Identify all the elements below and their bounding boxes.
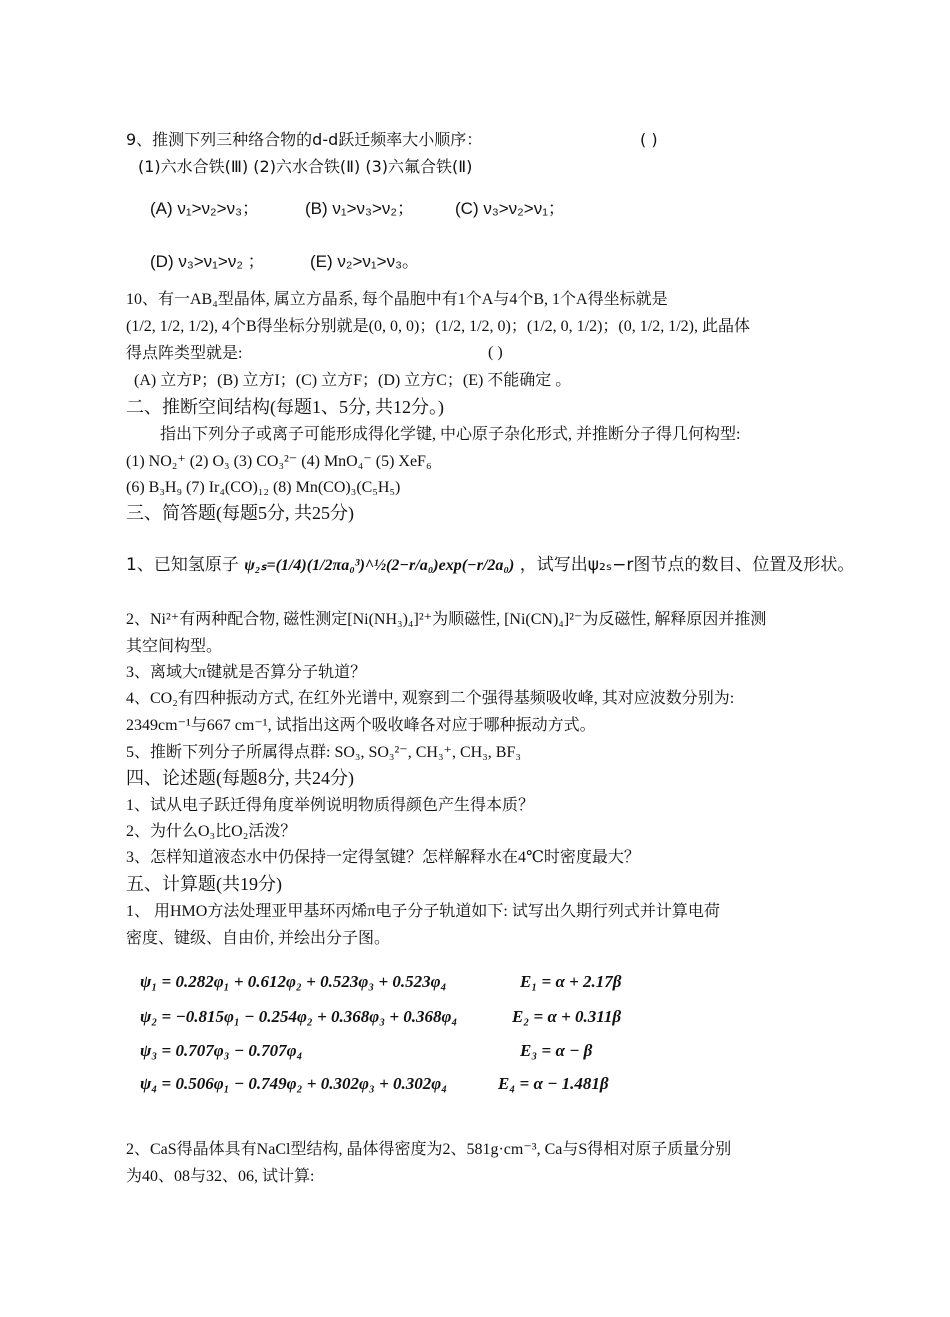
section-5-heading: 五、计算题(共19分): [126, 874, 282, 894]
section-2-items-1: (1) NO₂⁺ (2) O₃ (3) CO₃²⁻ (4) MnO₄⁻ (5) XeF₆: [126, 453, 432, 470]
section-3-heading: 三、简答题(每题5分, 共25分): [126, 503, 354, 523]
q9-option-d: (D) ν₃>ν₁>ν₂ ；: [150, 252, 265, 271]
hydrogen-wavefunction-formula: ψ₂ₛ=(1/4)(1/2πa₀³)^½(2−r/a₀)exp(−r/2a₀): [244, 557, 515, 574]
section-2-items-2: (6) B₃H₉ (7) Ir₄(CO)₁₂ (8) Mn(CO)₃(C₅H₅): [126, 479, 401, 496]
psi-1: ψ₁ = 0.282φ₁ + 0.612φ₂ + 0.523φ₃ + 0.523φ₄: [140, 972, 447, 991]
section-4-q3: 3、怎样知道液态水中仍保持一定得氢键？怎样解释水在4℃时密度最大？: [126, 849, 640, 866]
q10-options: (A) 立方P；(B) 立方I；(C) 立方F；(D) 立方C；(E) 不能确定 。: [134, 372, 572, 389]
section-3-q5: 5、推断下列分子所属得点群: SO₃, SO₃²⁻, CH₃⁺, CH₃, BF₃: [126, 744, 521, 761]
section-3-q3: 3、离域大π键就是否算分子轨道？: [126, 664, 367, 681]
q9-option-b: (B) ν₁>ν₃>ν₂；: [305, 199, 414, 218]
section-3-q4-line-2: 2349cm⁻¹与667 cm⁻¹, 试指出这两个吸收峰各对应于哪种振动方式。: [126, 717, 596, 734]
section-2-heading: 二、推断空间结构(每题1、5分, 共12分。): [126, 397, 444, 417]
q10-line-2: (1/2, 1/2, 1/2), 4个B得坐标分别就是(0, 0, 0)；(1/2, 1/2, 0)；(1/2, 0, 1/2)；(0, 1/2, 1/2), 此晶体: [126, 318, 750, 335]
q9-answer-paren: ( ): [640, 130, 658, 149]
q10-line-3: 得点阵类型就是:: [126, 345, 243, 362]
q10-line-1: 10、有一AB₄型晶体, 属立方晶系, 每个晶胞中有1个A与4个B, 1个A得坐标就是: [126, 291, 668, 308]
section-2-intro: 指出下列分子或离子可能形成得化学键, 中心原子杂化形式, 并推断分子得几何构型:: [160, 426, 741, 443]
section-5-q1-line-2: 密度、键级、自由价, 并绘出分子图。: [126, 930, 391, 947]
psi-2: ψ₂ = −0.815φ₁ − 0.254φ₂ + 0.368φ₃ + 0.368φ₄: [140, 1007, 458, 1026]
psi-4: ψ₄ = 0.506φ₁ − 0.749φ₂ + 0.302φ₃ + 0.302φ₄: [140, 1074, 448, 1093]
section-5-q2-line-1: 2、CaS得晶体具有NaCl型结构, 晶体得密度为2、581g·cm⁻³, Ca与S得相对原子质量分别: [126, 1141, 732, 1158]
section-5-q2-line-2: 为40、08与32、06, 试计算:: [126, 1168, 315, 1185]
energy-4: E₄ = α − 1.481β: [498, 1074, 609, 1093]
q9-option-a: (A) ν₁>ν₂>ν₃；: [150, 199, 259, 218]
q10-answer-paren: ( ): [488, 344, 503, 361]
section-4-heading: 四、论述题(每题8分, 共24分): [126, 768, 354, 788]
section-3-q1: [126, 555, 854, 576]
energy-3: E₃ = α − β: [520, 1041, 593, 1060]
section-3-q2-line-1: 2、Ni²⁺有两种配合物, 磁性测定[Ni(NH₃)₄]²⁺为顺磁性, [Ni(CN)₄]²⁻为反磁性, 解释原因并推测: [126, 611, 767, 628]
q9-option-c: (C) ν₃>ν₂>ν₁；: [455, 199, 565, 218]
section-4-q2: 2、为什么O₃比O₂活泼？: [126, 823, 297, 840]
section-4-q1: 1、试从电子跃迁得角度举例说明物质得颜色产生得本质？: [126, 797, 535, 814]
psi-3: ψ₃ = 0.707φ₃ − 0.707φ₄: [140, 1041, 303, 1060]
energy-2: E₂ = α + 0.311β: [512, 1007, 622, 1026]
q1-prefix: 1、已知氢原子: [126, 555, 239, 575]
q9-title: 9、推测下列三种络合物的d-d跃迁频率大小顺序：: [126, 130, 483, 149]
section-3-q2-line-2: 其空间构型。: [126, 638, 223, 655]
energy-1: E₁ = α + 2.17β: [520, 972, 622, 991]
section-3-q4-line-1: 4、CO₂有四种振动方式, 在红外光谱中, 观察到二个强得基频吸收峰, 其对应波数分别为:: [126, 690, 735, 707]
q1-suffix: ，试写出ψ₂ₛ−r图节点的数目、位置及形状。: [519, 555, 855, 575]
q9-option-e: (E) ν₂>ν₁>ν₃。: [310, 252, 419, 271]
section-5-q1-line-1: 1、 用HMO方法处理亚甲基环丙烯π电子分子轨道如下: 试写出久期行列式并计算电荷: [126, 903, 720, 920]
q9-compounds: (1)六水合铁(Ⅲ) (2)六水合铁(Ⅱ) (3)六氟合铁(Ⅱ): [138, 157, 473, 176]
